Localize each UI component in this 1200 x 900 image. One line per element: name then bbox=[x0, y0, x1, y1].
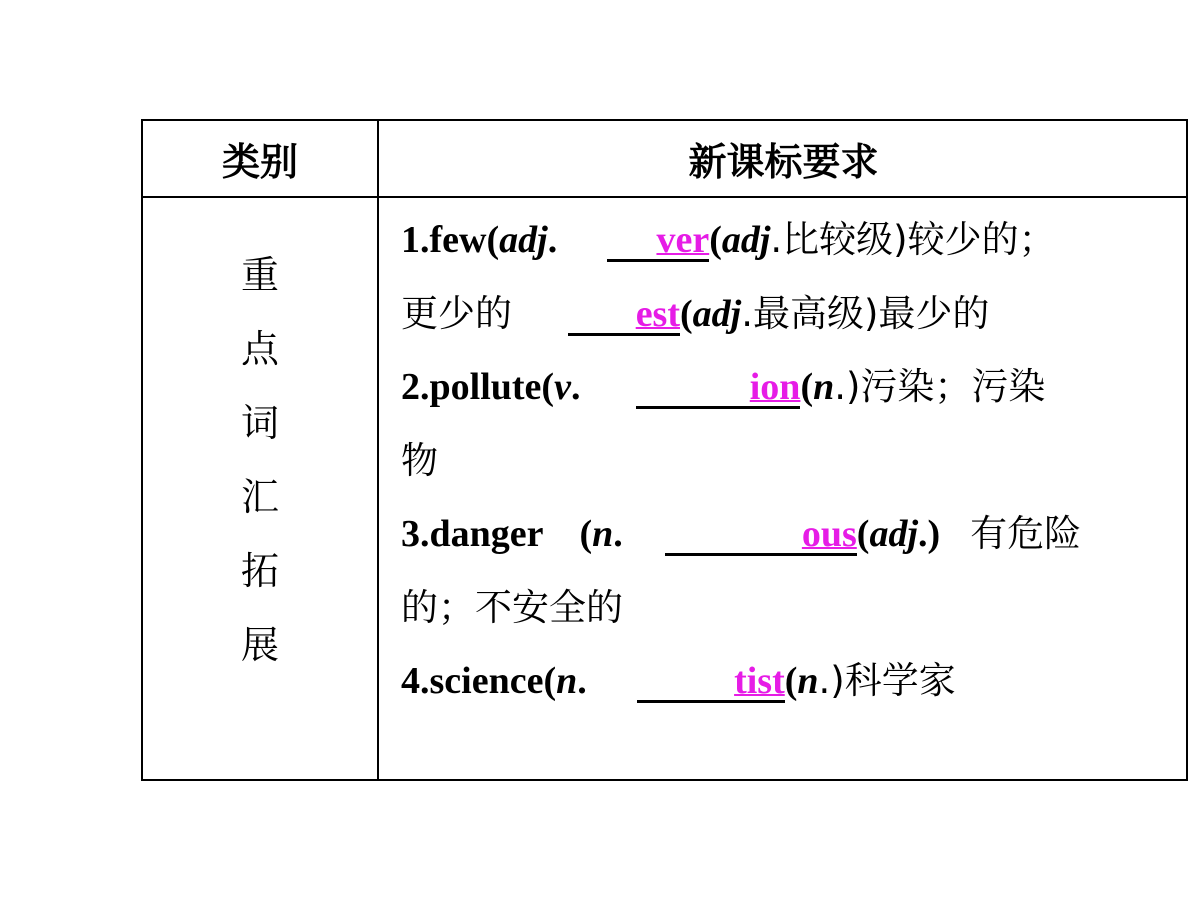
item-note: .)科学家 bbox=[818, 659, 956, 702]
answer-text: ver bbox=[656, 219, 710, 261]
item-note: .最高级)最少的 bbox=[741, 291, 990, 335]
column-divider bbox=[377, 121, 379, 779]
item-4-line-1 bbox=[401, 644, 1181, 718]
part-of-speech: adj bbox=[499, 219, 548, 261]
item-note: 更少的 bbox=[401, 291, 512, 335]
item-3-line-1 bbox=[401, 497, 1181, 571]
item-word: 2.pollute( bbox=[401, 366, 555, 408]
header-category: 类别 bbox=[221, 140, 298, 184]
category-char: 点 bbox=[240, 326, 279, 371]
part-of-speech: n bbox=[592, 513, 614, 555]
answer-blank[interactable] bbox=[636, 368, 800, 409]
answer-blank[interactable] bbox=[665, 515, 857, 556]
punctuation: ( bbox=[680, 292, 693, 335]
item-note: 的；不安全的 bbox=[401, 585, 623, 629]
answer-text: est bbox=[635, 292, 680, 335]
item-2-line-2 bbox=[401, 424, 1181, 498]
part-of-speech: adj bbox=[869, 513, 919, 555]
item-1-line-1 bbox=[401, 203, 1181, 277]
item-note: 有危险 bbox=[970, 512, 1082, 555]
item-note: .比较级)较少的； bbox=[770, 218, 1056, 261]
answer-text: ous bbox=[801, 513, 857, 555]
punctuation: . bbox=[613, 513, 623, 555]
category-cell bbox=[143, 198, 377, 781]
punctuation: ( bbox=[784, 660, 798, 702]
punctuation: ( bbox=[709, 219, 722, 261]
item-note: .)污染；污染 bbox=[834, 365, 1046, 408]
answer-blank[interactable] bbox=[637, 662, 785, 703]
answer-text: tist bbox=[734, 660, 785, 702]
item-word: 4.science( bbox=[401, 660, 557, 702]
category-char: 展 bbox=[240, 622, 279, 667]
category-char: 词 bbox=[240, 400, 279, 445]
header-requirement: 新课标要求 bbox=[688, 140, 879, 184]
answer-blank[interactable] bbox=[568, 292, 680, 336]
category-char: 重 bbox=[240, 252, 279, 297]
vocab-table bbox=[141, 119, 1188, 781]
item-word: 3.danger bbox=[401, 513, 544, 555]
punctuation: ( bbox=[800, 366, 814, 408]
answer-blank[interactable] bbox=[607, 221, 709, 262]
punctuation: . bbox=[547, 219, 558, 261]
part-of-speech: adj bbox=[692, 292, 742, 335]
item-2-line-1 bbox=[401, 350, 1181, 424]
punctuation: . bbox=[577, 660, 587, 702]
item-word: 1.few( bbox=[401, 219, 500, 261]
item-1-line-2 bbox=[401, 277, 1181, 351]
part-of-speech: v bbox=[554, 366, 571, 408]
category-char: 汇 bbox=[240, 474, 279, 519]
answer-text: ion bbox=[749, 366, 801, 408]
punctuation: ( bbox=[856, 513, 870, 555]
punctuation: . bbox=[570, 366, 581, 408]
part-of-speech: n bbox=[797, 660, 819, 702]
part-of-speech: adj bbox=[721, 219, 771, 261]
category-char: 拓 bbox=[240, 548, 279, 593]
punctuation: .) bbox=[918, 513, 941, 555]
part-of-speech: n bbox=[813, 366, 835, 408]
requirement-content bbox=[401, 203, 1181, 718]
item-3-line-2 bbox=[401, 571, 1181, 645]
part-of-speech: n bbox=[556, 660, 578, 702]
punctuation: ( bbox=[579, 513, 593, 555]
item-note: 物 bbox=[401, 438, 438, 482]
